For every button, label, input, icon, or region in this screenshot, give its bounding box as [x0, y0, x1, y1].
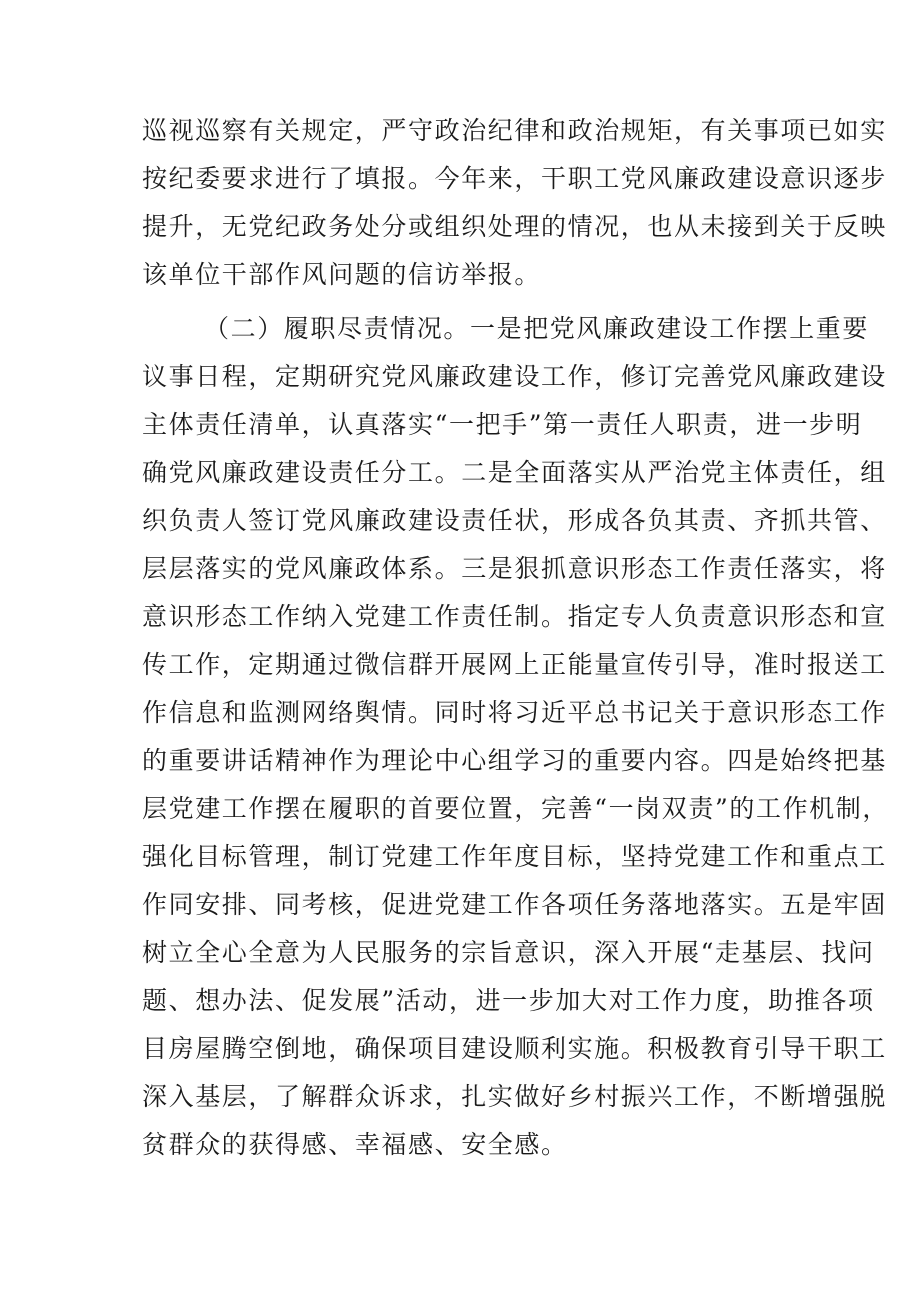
paragraph-2-line-3: 主体责任清单，认真落实“一把手”第一责任人职责，进一步明 — [142, 410, 863, 439]
paragraph-2-line-6: 层层落实的党风廉政体系。三是狠抓意识形态工作责任落实，将 — [142, 554, 887, 583]
paragraph-1-line-3: 提升，无党纪政务处分或组织处理的情况，也从未接到关于反映 — [142, 212, 887, 241]
paragraph-2-line-5: 织负责人签订党风廉政建设责任状，形成各负其责、齐抓共管、 — [142, 506, 887, 535]
paragraph-2-line-14: 树立全心全意为人民服务的宗旨意识，深入开展“走基层、找问 — [142, 938, 875, 967]
paragraph-2-line-17: 深入基层，了解群众诉求，扎实做好乡村振兴工作，不断增强脱 — [142, 1082, 887, 1111]
paragraph-2-line-4: 确党风廉政建设责任分工。二是全面落实从严治党主体责任，组 — [142, 458, 887, 487]
paragraph-1-line-1: 巡视巡察有关规定，严守政治纪律和政治规矩，有关事项已如实 — [142, 116, 887, 145]
paragraph-2-line-7: 意识形态工作纳入党建工作责任制。指定专人负责意识形态和宣 — [142, 602, 887, 631]
paragraph-2-line-13: 作同安排、同考核，促进党建工作各项任务落地落实。五是牢固 — [142, 890, 887, 919]
paragraph-2-line-9: 作信息和监测网络舆情。同时将习近平总书记关于意识形态工作 — [142, 698, 887, 727]
paragraph-2-line-16: 目房屋腾空倒地，确保项目建设顺利实施。积极教育引导干职工 — [142, 1034, 887, 1063]
paragraph-2-line-18: 贫群众的获得感、幸福感、安全感。 — [142, 1130, 568, 1159]
paragraph-1-line-4: 该单位干部作风问题的信访举报。 — [142, 260, 542, 289]
paragraph-2-line-1: （二）履职尽责情况。一是把党风廉政建设工作摆上重要 — [204, 314, 870, 343]
paragraph-2-line-11: 层党建工作摆在履职的首要位置，完善“一岗双责”的工作机制， — [142, 794, 889, 823]
paragraph-2-line-15: 题、想办法、促发展”活动，进一步加大对工作力度，助推各项 — [142, 986, 875, 1015]
paragraph-2-line-12: 强化目标管理，制订党建工作年度目标，坚持党建工作和重点工 — [142, 842, 887, 871]
paragraph-2-line-8: 传工作，定期通过微信群开展网上正能量宣传引导，准时报送工 — [142, 650, 887, 679]
paragraph-2-line-2: 议事日程，定期研究党风廉政建设工作，修订完善党风廉政建设 — [142, 362, 887, 391]
paragraph-2-line-10: 的重要讲话精神作为理论中心组学习的重要内容。四是始终把基 — [142, 746, 887, 775]
paragraph-1-line-2: 按纪委要求进行了填报。今年来，干职工党风廉政建设意识逐步 — [142, 164, 887, 193]
